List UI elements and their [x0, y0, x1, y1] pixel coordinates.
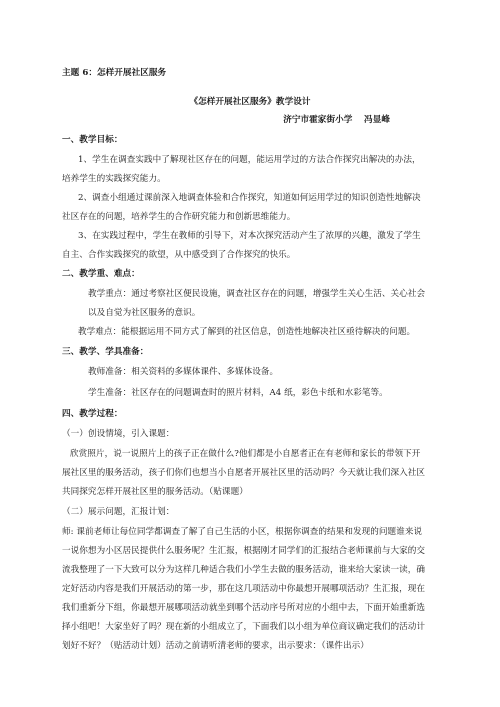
- document-title: 《怎样开展社区服务》教学设计: [189, 97, 311, 107]
- paragraph-line: 定好活动内容是我们开展活动的第一步，那在这几项活动中你最想开展哪项活动？生汇报，现在: [62, 584, 426, 594]
- section-heading-key-points: 二、教学重、难点：: [62, 269, 140, 279]
- subheading: （一）创设情境，引入课题：: [62, 429, 175, 439]
- paragraph-line: 我们重新分下组，你最想开展哪项活动就坐到哪个活动序号所对应的小组中去，下面开始重新选: [62, 603, 426, 613]
- paragraph-line: 教学难点：能根据运用不同方式了解到的社区信息，创造性地解决社区亟待解决的问题。: [78, 327, 416, 337]
- paragraph-line: 社区存在的问题，培养学生的合作研究能力和创新思维能力。: [62, 212, 296, 222]
- topic-heading: 主题 6：怎样开展社区服务: [62, 68, 167, 78]
- paragraph-line: 划好不好？（贴活动计划）活动之前请听清老师的要求，出示要求：（课件出示）: [62, 641, 369, 651]
- paragraph-line: 教师准备：相关资料的多媒体课件、多媒体设备。: [88, 367, 279, 377]
- section-heading-objectives: 一、教学目标：: [62, 135, 123, 145]
- paragraph-line: 展社区里的服务活动，孩子们你们也想当小自愿者开展社区里的活动吗？今天就让我们深入社区: [62, 468, 426, 478]
- paragraph-line: 培养学生的实践探究能力。: [62, 174, 166, 184]
- paragraph-line: 3、在实践过程中，学生在教师的引导下，对本次探究活动产生了浓厚的兴趣，激发了学生: [78, 231, 421, 241]
- paragraph-line: 师: 课前老师让每位同学都调查了解了自己生活的小区，根据你调查的结果和发现的问题谁来说: [62, 527, 423, 537]
- subheading: （二）展示问题，汇报计划：: [62, 507, 175, 517]
- paragraph-line: 欣赏照片，说一说照片上的孩子正在做什么?他们都是小自愿者正在有老师和家长的带领下开: [70, 449, 421, 459]
- paragraph-line: 流我整理了一下大致可以分为这样几种适合我们小学生去做的服务活动，谁来给大家读一读，确: [62, 565, 426, 575]
- section-heading-preparation: 三、教学、学具准备：: [62, 347, 149, 357]
- paragraph-line: 一说你想为小区居民提供什么服务呢？生汇报，根据刚才同学们的汇报结合老师课前与大家的交: [62, 546, 426, 556]
- paragraph-line: 共同探究怎样开展社区里的服务活动。（贴课题）: [62, 487, 248, 497]
- paragraph-line: 自主、合作实践探究的欲望，从中感受到了合作探究的快乐。: [62, 250, 296, 260]
- paragraph-line: 2、调查小组通过课前深入地调查体验和合作探究，知道如何运用学过的知识创造性地解决: [78, 193, 421, 203]
- paragraph-line: 1、学生在调查实践中了解现社区存在的问题，能运用学过的方法合作探究出解决的办法，: [78, 155, 421, 165]
- paragraph-line: 以及自觉为社区服务的意识。: [88, 308, 201, 318]
- paragraph-line: 教学重点：通过考察社区便民设施，调查社区存在的问题，增强学生关心生活、关心社会: [88, 289, 426, 299]
- paragraph-line: 择小组吧！大家坐好了吗？现在新的小组成立了，下面我们以小组为单位商议确定我们的活动计: [62, 622, 426, 632]
- paragraph-line: 学生准备：社区存在的问题调查时的照片材料，A4 纸，彩色卡纸和水彩笔等。: [88, 388, 388, 398]
- author-line: 济宁市霍家街小学 冯显峰: [283, 115, 390, 125]
- section-heading-process: 四、教学过程：: [62, 409, 123, 419]
